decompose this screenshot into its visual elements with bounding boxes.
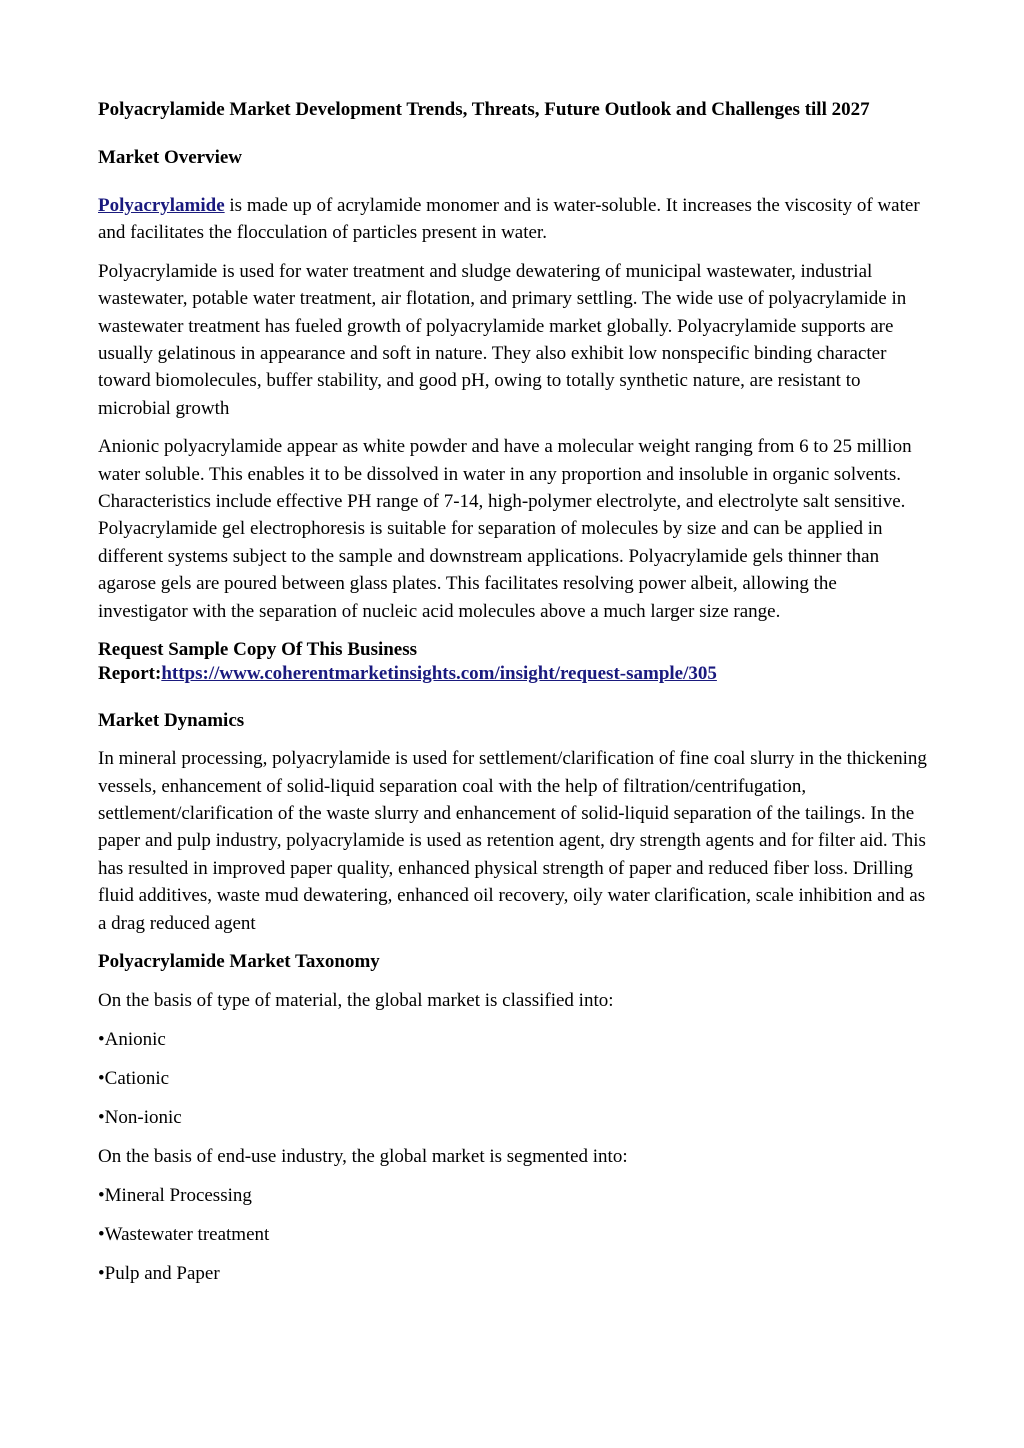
- request-sample: [98, 638, 930, 686]
- market-dynamics-heading: Market Dynamics: [98, 710, 245, 732]
- request-sample-label: Request Sample Copy Of This Business Report:: [98, 639, 418, 685]
- document-page: [98, 98, 930, 1286]
- material-item-anionic: •Anionic: [98, 1028, 166, 1050]
- overview-paragraph-3: Anionic polyacrylamide appear as white powder and have a molecular weight ranging from 6 to 25 million water soluble. This enables it to be dissolved in water in any proportion and insoluble in organic solvents. Characteristics include effective PH range of 7-14, high-polymer electrolyte, and electrolyte salt sensitive. Polyacrylamide gel electrophoresis is suitable for separation of molecules by size and can be applied in different systems subject to the sample and downstream applications. Polyacrylamide gels thinner than agarose gels are poured between glass plates. This facilitates resolving power albeit, allowing the investigator with the separation of nucleic acid molecules above a much larger size range.: [98, 436, 912, 622]
- overview-paragraph-2: Polyacrylamide is used for water treatment and sludge dewatering of municipal wastewater, industrial wastewater, potable water treatment, air flotation, and primary settling. The wide use of polyacrylamide in wastewater treatment has fueled growth of polyacrylamide market globally. Polyacrylamide supports are usually gelatinous in appearance and soft in nature. They also exhibit low nonspecific binding character toward biomolecules, buffer stability, and good pH, owing to totally synthetic nature, are resistant to microbial growth: [98, 260, 907, 419]
- overview-paragraph-1-text: is made up of acrylamide monomer and is water-soluble. It increases the viscosity of water and facilitates the flocculation of particles present in water.: [98, 195, 920, 244]
- industry-item-wastewater-treatment: •Wastewater treatment: [98, 1223, 270, 1245]
- industry-intro: On the basis of end-use industry, the global market is segmented into:: [98, 1145, 628, 1167]
- market-overview-heading: Market Overview: [98, 147, 243, 168]
- material-item-non-ionic: •Non-ionic: [98, 1106, 182, 1128]
- taxonomy-heading: Polyacrylamide Market Taxonomy: [98, 950, 380, 972]
- polyacrylamide-link[interactable]: Polyacrylamide: [98, 195, 225, 216]
- industry-item-mineral-processing: •Mineral Processing: [98, 1184, 252, 1206]
- overview-paragraph-1: [98, 192, 930, 247]
- industry-item-pulp-and-paper: •Pulp and Paper: [98, 1262, 220, 1284]
- material-intro: On the basis of type of material, the global market is classified into:: [98, 989, 614, 1011]
- request-sample-link[interactable]: https://www.coherentmarketinsights.com/insight/request-sample/305: [161, 663, 717, 685]
- dynamics-paragraph: In mineral processing, polyacrylamide is used for settlement/clarification of fine coal slurry in the thickening vessels, enhancement of solid-liquid separation coal with the help of filtration/centrifugation, settlement/clarification of the waste slurry and enhancement of solid-liquid separation of the tailings. In the paper and pulp industry, polyacrylamide is used as retention agent, dry strength agents and for filter aid. This has resulted in improved paper quality, enhanced physical strength of paper and reduced fiber loss. Drilling fluid additives, waste mud dewatering, enhanced oil recovery, oily water clarification, scale inhibition and as a drag reduced agent: [98, 748, 927, 934]
- document-title: Polyacrylamide Market Development Trends, Threats, Future Outlook and Challenges till 2027: [98, 99, 870, 120]
- material-item-cationic: •Cationic: [98, 1067, 170, 1089]
